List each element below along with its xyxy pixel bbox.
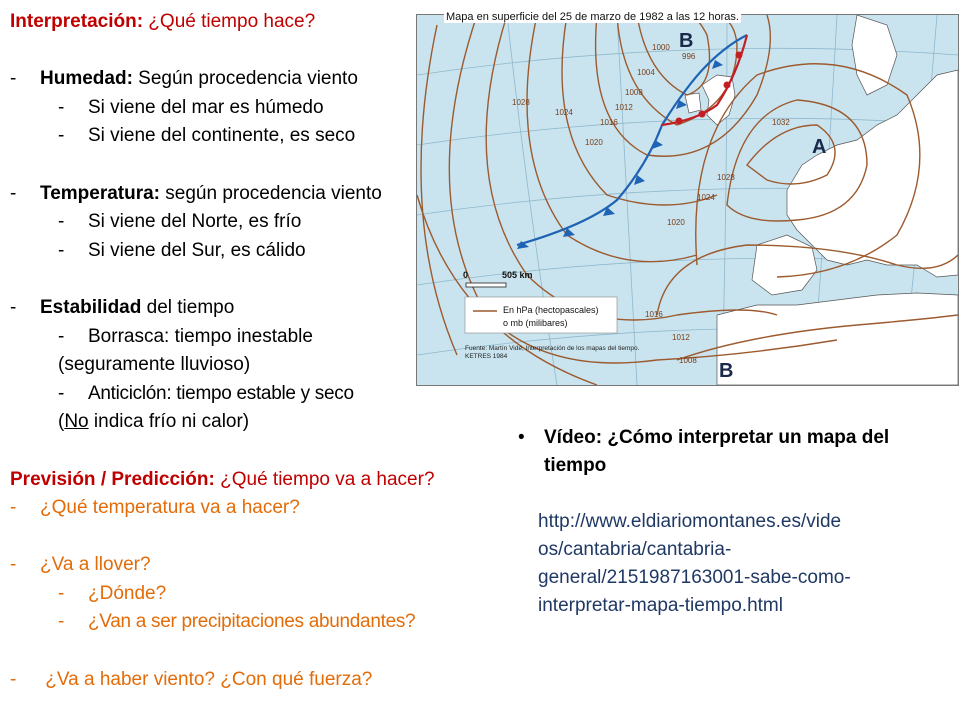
humedad-text: Según procedencia viento xyxy=(132,68,358,90)
dash: - xyxy=(10,668,17,690)
prev-title: Previsión / Predicción: xyxy=(10,468,215,490)
prev-item-1 xyxy=(10,494,490,523)
temp-1: Si viene del Norte, es frío xyxy=(88,211,302,233)
dash: - xyxy=(58,239,65,261)
dash: - xyxy=(10,554,17,576)
paren: ( xyxy=(58,411,65,433)
estab-1: Borrasca: tiempo inestable xyxy=(88,325,313,347)
temp-text: según procedencia viento xyxy=(160,182,382,204)
isobar-label: 1008 xyxy=(679,356,697,365)
dash: - xyxy=(58,611,65,633)
video-title: Vídeo: ¿Cómo interpretar un mapa del tiempo xyxy=(544,427,890,476)
dash: - xyxy=(58,382,65,404)
prev-2: ¿Va a llover? xyxy=(40,554,151,576)
map-title: Mapa en superficie del 25 de marzo de 1982 a las 12 horas. xyxy=(446,11,739,23)
map-legend xyxy=(465,297,617,333)
isobar-label: 1004 xyxy=(637,68,655,77)
dash: - xyxy=(58,582,65,604)
weather-map xyxy=(416,14,959,386)
dash: - xyxy=(10,497,17,519)
interp-title: Interpretación: xyxy=(10,11,144,32)
humedad-2: Si viene del continente, es seco xyxy=(88,125,356,147)
low-pressure-label: B xyxy=(679,30,694,52)
temp-label: Temperatura: xyxy=(40,182,161,204)
dash: - xyxy=(58,211,65,233)
scale-km: 505 km xyxy=(502,270,533,280)
high-pressure-label: A xyxy=(812,136,827,158)
dash: - xyxy=(10,296,17,318)
humedad-1: Si viene del mar es húmedo xyxy=(88,96,324,118)
prev-1: ¿Qué temperatura va a hacer? xyxy=(40,497,300,519)
isobar-label: 1020 xyxy=(585,138,603,147)
dash: - xyxy=(58,325,65,347)
isobar-label: 1000 xyxy=(652,43,670,52)
isobar-label: 1024 xyxy=(697,193,715,202)
isobar-label: 1012 xyxy=(615,103,633,112)
temp-2: Si viene del Sur, es cálido xyxy=(88,239,306,261)
prev-item-2 xyxy=(10,551,490,580)
prev-item-3 xyxy=(10,666,490,695)
isobar-label: 1008 xyxy=(625,88,643,97)
scale-zero: 0 xyxy=(463,270,469,280)
estab-text: del tiempo xyxy=(141,296,235,318)
isobar-label: 1024 xyxy=(555,108,573,117)
video-url-2[interactable]: os/cantabria/cantabria- xyxy=(538,539,732,560)
prev-2b: ¿Van a ser precipitaciones abundantes? xyxy=(88,611,416,633)
interp-question: ¿Qué tiempo hace? xyxy=(143,11,316,32)
map-source: Fuente: Martín Vide, Interpretación de los mapas del tiempo. KETRES 1984 xyxy=(465,345,640,360)
dash: - xyxy=(10,182,17,204)
humedad-label: Humedad: xyxy=(40,68,133,90)
estab-item-2b xyxy=(10,408,490,437)
estab-label: Estabilidad xyxy=(40,296,142,318)
dash: - xyxy=(10,68,17,90)
no-underlined: No xyxy=(64,411,89,433)
isobar-label: 1016 xyxy=(600,118,618,127)
isobar-label: 996 xyxy=(682,52,696,61)
isobar-label: 1012 xyxy=(672,333,690,342)
prev-item-2a xyxy=(10,580,490,609)
isobar-label: 1020 xyxy=(667,218,685,227)
prev-item-2b xyxy=(10,608,490,637)
estab-2: Anticiclón: tiempo estable y seco xyxy=(88,382,354,404)
isobar-label: 1028 xyxy=(717,173,735,182)
video-url-4[interactable]: interpretar-mapa-tiempo.html xyxy=(538,595,783,616)
legend-line-1: En hPa (hectopascales) xyxy=(503,305,599,315)
prev-question: ¿Qué tiempo va a hacer? xyxy=(214,468,435,490)
isobar-label: 1032 xyxy=(772,118,790,127)
isobar-label: 1028 xyxy=(512,98,530,107)
legend-line-2: o mb (milibares) xyxy=(503,318,568,328)
prev-3: ¿Va a haber viento? ¿Con qué fuerza? xyxy=(40,668,373,690)
prev-2a: ¿Dónde? xyxy=(88,582,167,604)
isobar-label: 1016 xyxy=(645,310,663,319)
estab-2b: indica frío ni calor) xyxy=(88,411,250,433)
estab-1b: (seguramente lluvioso) xyxy=(58,354,251,376)
video-block xyxy=(518,424,938,620)
dash: - xyxy=(58,125,65,147)
prev-heading xyxy=(10,466,490,495)
video-url-1[interactable]: http://www.eldiariomontanes.es/vide xyxy=(538,511,842,532)
bullet: • xyxy=(518,427,525,448)
low-pressure-label-2: B xyxy=(719,360,734,382)
video-link[interactable] xyxy=(538,508,938,620)
video-url-3[interactable]: general/2151987163001-sabe-como- xyxy=(538,567,851,588)
weather-map-svg xyxy=(417,15,958,385)
dash: - xyxy=(58,96,65,118)
